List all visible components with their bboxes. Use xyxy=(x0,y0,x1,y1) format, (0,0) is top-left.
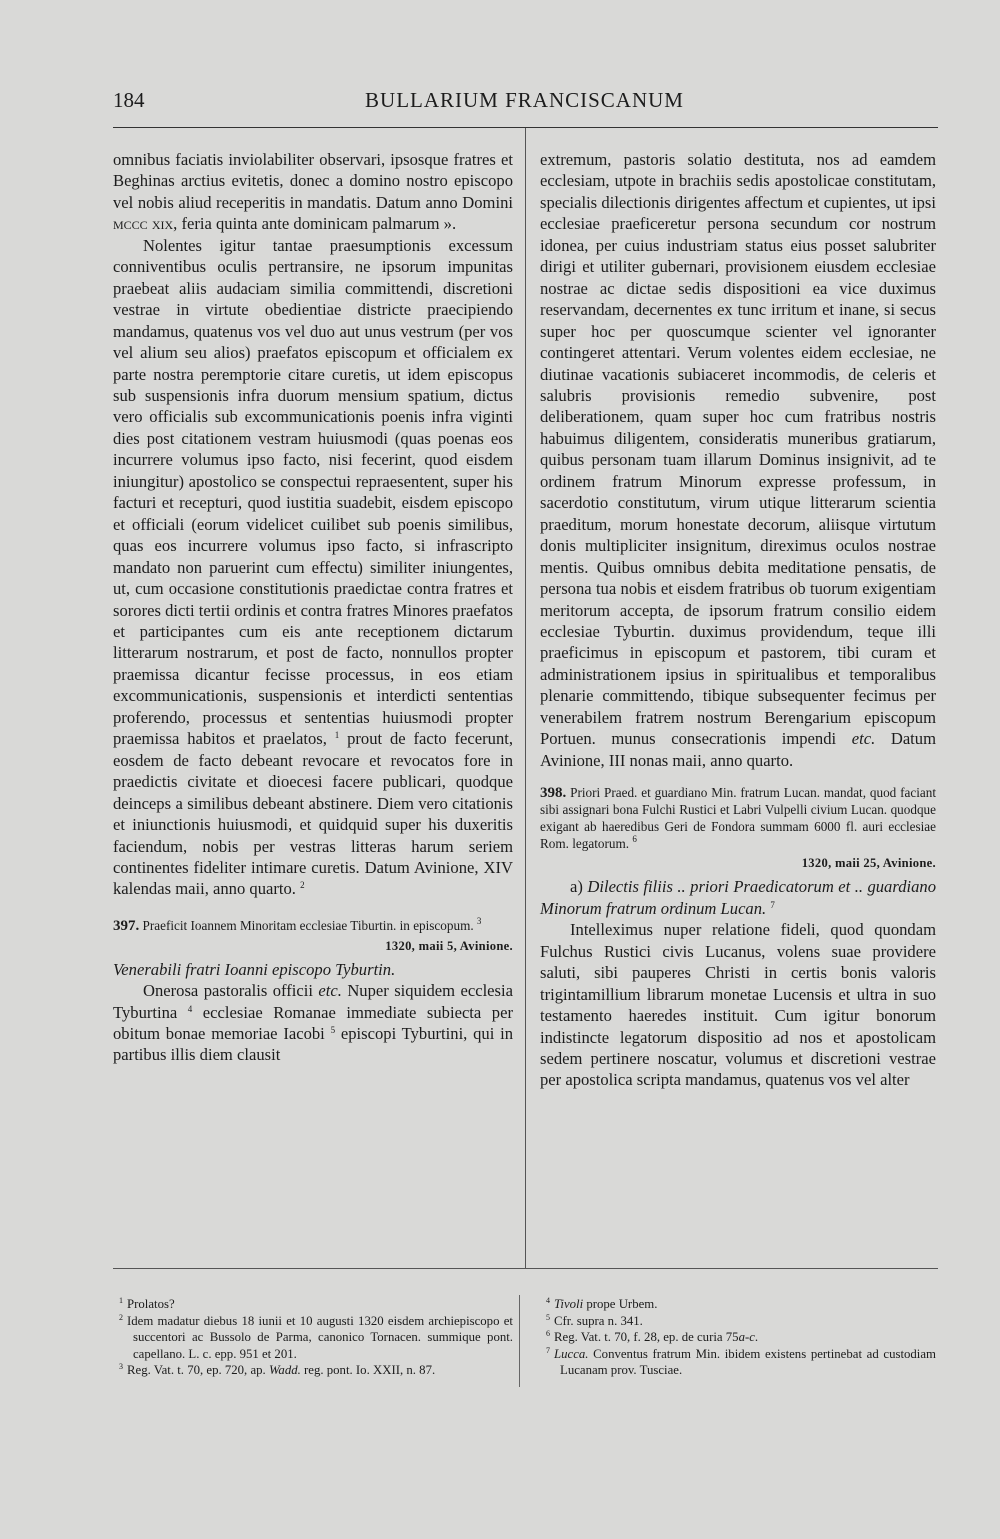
continuation-end: , feria quinta ante dominicam palmarum ». xyxy=(173,214,457,234)
entry-date: 1320, maii 25, Avinione. xyxy=(801,856,936,871)
body-main: Nolentes igitur tantae praesumptionis excessum conniventibus oculis pertransire, ne ipsorum impunitas praebeat aliis audaciam similia committendi, discretioni vestrae in virtute obedientiae districte praecipiendo mandamus, quatenus vos vel duo aut unus vestrum (per vos vel alium seu alios) praefatos episcopum et officialem ex parte nostra peremptorie citare curetis, ut idem episcopus sub suspensionis infra duorum mensium spatium, dictus vero officialis sub excommunicationis poenis infra viginti dies post citationem vestram huiusmodi (quas poenas eos incurrere volumus ipso facto, nisi fecerint, quod eisdem iniungitur) apostolico se conspectui repraesentent, super his facturi et recepturi, quod iustitia suadebit, eisdem episcopo et officiali (eorum videlicet cuilibet sub poenis similibus, quas eos incurrere volumus ipso facto, si infrascripto mandato non paruerint cum effectu) similiter iniungentes, ut, cum occasione constitutionis praedictae contra fratres et sorores dicti tertii ordinis et contra fratres Minores praefatos et participantes cum eis ante receptionem dictarum litterarum nostrarum, et post de facto, nonnullos propter praemissa dicantur fecisse processus, in eos etiam excommunicationis, suspensionis et interdicti sententias proferendo, processus et sententias huiusmodi propter praemissa habitos et praelatos, xyxy=(113,235,513,749)
footnotes-left xyxy=(113,1296,513,1379)
page-number: 184 xyxy=(113,88,145,112)
entry-text-c: ecclesiae Romanae immediate subiecta per obitum bonae memoriae Iacobi xyxy=(113,1002,513,1044)
footnote xyxy=(540,1346,936,1379)
entry-address: Venerabili fratri Ioanni episcopo Tyburtin. xyxy=(113,959,396,979)
address-prefix: a) xyxy=(570,877,588,897)
footnote-number: 3 xyxy=(119,1362,123,1371)
footnote-text: Idem madatur diebus 18 iunii et 10 augusti 1320 eisdem archiepiscopo et succentori ac Bussolo de Parma, canonico Tornacen. summique pont. capellano. L. c. epp. 951 et 201. xyxy=(127,1313,513,1361)
footnote-divider xyxy=(519,1295,520,1387)
body-end: prout de facto fecerunt, eosdem de facto debeant revocare et revocatos fore in praedictis civitate et dioecesi facere publicari, quodque deinceps a similibus debeant abstinere. Diem vero citationis et iniunctionis huiusmodi, et quidquid super his duxeritis faciendum, nobis per vestras litteras harum seriem continentes fideliter intimare curetis. Datum Avinione, XIV kalendas maii, anno quarto. xyxy=(113,729,513,899)
footnote-number: 6 xyxy=(546,1329,550,1338)
column-divider xyxy=(525,128,526,1268)
body-paragraph xyxy=(113,235,513,900)
footnote xyxy=(113,1313,513,1363)
regest-text: Priori Praed. et guardiano Min. fratrum Lucan. mandat, quod faciant sibi assignari bona Fulchi Rustici et Labri Vulpelli civium Lucan. quodque exigant ab haeredibus Geri de Fondora summam 6000 fl. auri ecclesiae Rom. legatorum. xyxy=(540,785,936,851)
footnotes-right xyxy=(540,1296,936,1379)
footnote xyxy=(540,1313,936,1330)
entry-text: Intelleximus nuper relatione fideli, quod quondam Fulchus Rustici civis Lucanus, volens suae providere saluti, sibi pauperes Christi in certis bonis valoris trigintamillium librarum monetae Lucensis et ultra in suo testamento haeredes instituit. Cum igitur bonorum indistincte legatorum dispositio ad nos et apostolicam sedem pertinere noscatur, volumus et discretioni vestrae per apostolica scripta mandamus, quatenus vos vel alter xyxy=(540,920,936,1090)
footnote-italic: a-c xyxy=(738,1330,755,1344)
address-text: Dilectis filiis .. priori Praedicatorum et .. guardiano Minorum fratrum ordinum Lucan. xyxy=(540,877,936,918)
continued-entry-text xyxy=(540,149,936,771)
footnote-text: . xyxy=(754,1330,759,1344)
entry-text xyxy=(113,980,513,1066)
footnote-italic: Tivoli xyxy=(554,1297,584,1311)
entry-date: 1320, maii 5, Avinione. xyxy=(385,938,513,953)
regest-text: Praeficit Ioannem Minoritam ecclesiae Tiburtin. in episcopum. xyxy=(142,917,474,933)
entry-regest xyxy=(113,915,513,935)
etc: etc. xyxy=(851,729,876,749)
footnote-number: 7 xyxy=(546,1345,550,1355)
footnote-ref: 2 xyxy=(300,880,305,891)
footnote xyxy=(113,1362,513,1379)
continuation-text: omnibus faciatis inviolabiliter observari, ipsosque fratres et Beghinas arctius evitetis, donec a domino nostro episcopo vel nobis aliud receperitis in mandatis. Datum anno Domini xyxy=(113,150,513,212)
date-roman: mccc xix xyxy=(113,214,174,234)
page-header xyxy=(113,88,936,124)
footnote-text: reg. pont. Io. XXII, n. 87. xyxy=(300,1363,436,1377)
continuation-paragraph xyxy=(113,149,513,235)
footnote-italic: Lucca. xyxy=(554,1346,589,1361)
footnote-text: Reg. Vat. t. 70, f. 28, ep. de curia 75 xyxy=(554,1330,739,1344)
footnote-text: Prolatos? xyxy=(127,1297,175,1311)
footnote xyxy=(540,1296,936,1313)
footnote-italic: Wadd. xyxy=(268,1363,301,1377)
footnote xyxy=(540,1329,936,1346)
footnote-ref: 4 xyxy=(187,1003,193,1014)
footnote-ref: 5 xyxy=(330,1025,336,1036)
footnote-ref: 7 xyxy=(770,899,775,910)
entry-number: 397. xyxy=(113,917,140,934)
right-text-b: Datum Avinione, III nonas maii, anno quarto. xyxy=(540,729,936,770)
footnote-number: 2 xyxy=(119,1312,123,1322)
entry-text-b: Nuper siquidem ecclesia Tyburtina xyxy=(113,981,513,1022)
footnote-text: prope Urbem. xyxy=(583,1297,658,1311)
footnote-text: Reg. Vat. t. 70, ep. 720, ap. xyxy=(127,1363,269,1377)
right-text-a: extremum, pastoris solatio destituta, nos ad eamdem ecclesiam, utpote in brachiis sedis apostolicae constitutam, specialis dilectionis dirigentes affectum et cupientes, ut ipsi ecclesiae praeficeretur persona secundum cor nostrum idonea, per cuius industriam status eius posset salubriter dirigi et utiliter gubernari, provisionem eiusdem ecclesiae nostrae ac dictae sedis dispositioni ea vice duximus reservandam, decernentes ex tunc irritum et inane, si secus super hoc per quoscumque scienter vel ignoranter contingeret attentari. Verum volentes eidem ecclesiae, ne diutinae vacationis subiaceret incommodis, de celeris et salubris provisionis remedio subvenire, post deliberationem, quam super hoc cum fratribus nostris habuimus diligentem, consideratis muneribus gratiarum, quibus personam tuam illarum Dominus insignivit, ad te ordinem fratrum Minorum expresse professum, in sacerdotio constitutum, virum utique litterarum scientia praeditum, morum honestate decorum, aliisque virtutum donis multipliciter insignitum, direximus oculos nostrae mentis. Quibus omnibus debita meditatione pensatis, de persona tua nobis et eisdem fratribus ob tuorum exigentiam meritorum accepta, de ipsorum fratrum consilio eidem ecclesiae Tyburtin. duximus providendum, teque illi praeficimus in episcopum et pastorem, tibi curam et administrationem ipsius in spiritualibus et temporalibus plenarie committendo, tibique subsequenter fecimus per venerabilem fratrem nostrum Berengarium episcopum Portuen. munus consecrationis impendi xyxy=(540,150,936,749)
entry-text-a: Onerosa pastoralis officii xyxy=(143,981,313,1001)
entry-number: 398. xyxy=(540,785,567,802)
footnote-text: Conventus fratrum Min. ibidem existens pertinebat ad custodiam Lucanam prov. Tusciae. xyxy=(560,1346,936,1377)
etc: etc. xyxy=(318,981,342,1001)
footnote-text: Cfr. supra n. 341. xyxy=(554,1313,643,1328)
right-column xyxy=(540,149,936,1091)
footnote xyxy=(113,1296,513,1313)
footnote-number: 5 xyxy=(546,1312,550,1322)
footnote-ref: 6 xyxy=(632,833,637,844)
entry-regest xyxy=(540,785,936,852)
footnote-rule xyxy=(113,1268,938,1269)
left-column xyxy=(113,149,513,1066)
entry-address xyxy=(540,876,936,919)
footnote-ref: 1 xyxy=(334,730,340,741)
footnote-ref: 3 xyxy=(476,915,482,926)
footnote-number: 4 xyxy=(546,1296,550,1305)
running-title: BULLARIUM FRANCISCANUM xyxy=(365,88,684,112)
entry-text-d: episcopi Tyburtini, qui in partibus illis diem clausit xyxy=(113,1024,514,1065)
footnote-number: 1 xyxy=(119,1296,123,1305)
